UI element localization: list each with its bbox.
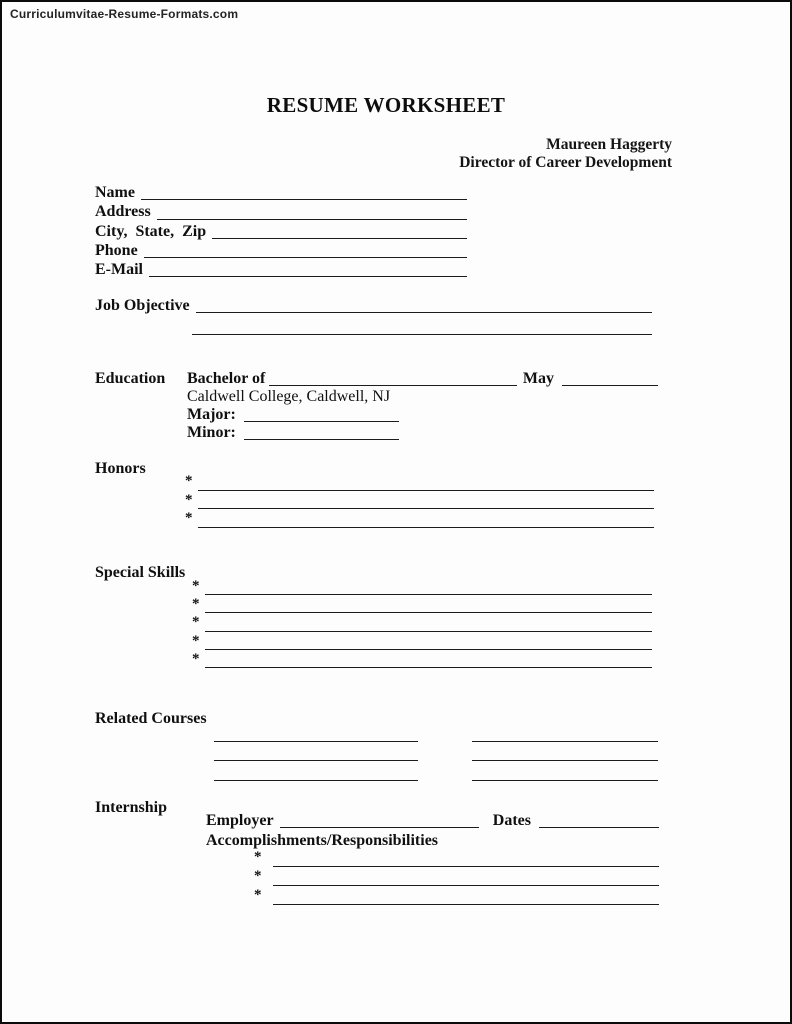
asterisk-bullet-icon: * — [185, 491, 193, 508]
author-role: Director of Career Development — [459, 154, 672, 171]
course-blank-line-right-1 — [472, 722, 658, 742]
special-skills-section — [95, 564, 652, 670]
city-state-zip-blank-line — [212, 222, 467, 239]
name-blank-line — [141, 183, 467, 200]
related-courses-label: Related Courses — [95, 710, 207, 727]
internship-label: Internship — [95, 799, 168, 816]
related-courses-right-column — [472, 722, 658, 781]
author-name: Maureen Haggerty — [546, 136, 672, 153]
author-block — [459, 136, 672, 172]
skill-item-row — [192, 652, 652, 670]
skill-item-row — [192, 579, 652, 597]
asterisk-bullet-icon: * — [192, 632, 200, 649]
degree-label: Bachelor of — [187, 370, 266, 387]
job-objective-label: Job Objective — [95, 297, 190, 314]
special-skills-list — [192, 564, 652, 670]
accomplishment-blank-line-2 — [273, 869, 659, 886]
phone-label: Phone — [95, 241, 138, 259]
course-blank-line-left-2 — [214, 742, 418, 762]
phone-blank-line — [144, 241, 467, 258]
email-blank-line — [149, 260, 467, 277]
education-label: Education — [95, 370, 166, 387]
dates-label: Dates — [492, 812, 531, 829]
degree-row — [187, 370, 658, 388]
minor-blank-line — [244, 424, 399, 440]
degree-blank-line — [269, 370, 517, 386]
watermark-site-name: Curriculumvitae-Resume-Formats.com — [10, 7, 239, 21]
phone-row — [95, 241, 467, 260]
special-skills-label: Special Skills — [95, 564, 186, 581]
accomplishments-list — [254, 850, 659, 907]
major-blank-line — [244, 406, 399, 422]
city-state-zip-label: City, State, Zip — [95, 222, 207, 240]
job-objective-blank-line-1 — [196, 297, 652, 313]
name-label: Name — [95, 184, 135, 201]
email-label: E-Mail — [95, 261, 143, 279]
major-row — [187, 406, 658, 424]
accomplishment-item-row — [254, 888, 659, 907]
internship-body — [206, 799, 659, 907]
name-row — [95, 183, 467, 202]
education-section — [95, 370, 658, 442]
asterisk-bullet-icon: * — [254, 868, 262, 884]
job-objective-section — [95, 297, 652, 335]
skill-item-row — [192, 615, 652, 633]
major-label: Major: — [187, 406, 236, 423]
job-objective-blank-line-2 — [192, 315, 652, 335]
asterisk-bullet-icon: * — [192, 650, 200, 667]
accomplishment-item-row — [254, 869, 659, 888]
employer-label: Employer — [206, 812, 274, 829]
honors-item-row — [185, 474, 654, 493]
accomplishment-blank-line-3 — [273, 888, 659, 905]
accomplishment-blank-line-1 — [273, 850, 659, 867]
internship-section — [95, 799, 659, 907]
personal-info-section — [95, 183, 467, 279]
asterisk-bullet-icon: * — [254, 887, 262, 903]
page-title: RESUME WORKSHEET — [266, 93, 506, 117]
email-row — [95, 260, 467, 279]
dates-blank-line — [539, 812, 659, 828]
asterisk-bullet-icon: * — [192, 596, 200, 613]
honors-item-row — [185, 511, 654, 530]
employer-blank-line — [280, 812, 479, 828]
address-row — [95, 202, 467, 221]
education-body — [187, 370, 658, 442]
asterisk-bullet-icon: * — [185, 473, 193, 489]
honors-blank-line-1 — [198, 474, 654, 491]
address-blank-line — [157, 202, 467, 219]
city-state-zip-row — [95, 222, 467, 241]
skill-blank-line-2 — [205, 597, 652, 613]
honors-blank-line-2 — [198, 493, 654, 510]
skill-item-row — [192, 634, 652, 652]
graduation-month-label: May — [522, 370, 554, 387]
course-blank-line-right-3 — [472, 761, 658, 781]
asterisk-bullet-icon: * — [192, 614, 200, 631]
honors-section — [95, 460, 654, 530]
school-name: Caldwell College, Caldwell, NJ — [187, 388, 391, 405]
related-courses-columns — [95, 722, 658, 781]
asterisk-bullet-icon: * — [185, 510, 193, 526]
asterisk-bullet-icon: * — [254, 849, 262, 865]
skill-blank-line-3 — [205, 615, 652, 631]
skill-blank-line-4 — [205, 634, 652, 650]
course-blank-line-left-1 — [214, 722, 418, 742]
skill-blank-line-5 — [205, 652, 652, 668]
accomplishments-label: Accomplishments/Responsibilities — [206, 832, 439, 849]
honors-blank-line-3 — [198, 511, 654, 528]
job-objective-row — [95, 297, 652, 315]
minor-label: Minor: — [187, 424, 236, 441]
honors-label: Honors — [95, 460, 146, 477]
skill-item-row — [192, 597, 652, 615]
employer-row — [206, 812, 659, 830]
related-courses-section — [95, 710, 658, 781]
course-blank-line-right-2 — [472, 742, 658, 762]
honors-item-row — [185, 493, 654, 512]
related-courses-left-column — [214, 722, 418, 781]
skill-blank-line-1 — [205, 579, 652, 595]
course-blank-line-left-3 — [214, 761, 418, 781]
graduation-blank-line — [562, 370, 658, 386]
address-label: Address — [95, 203, 151, 221]
accomplishment-item-row — [254, 850, 659, 869]
honors-list — [185, 460, 654, 530]
minor-row — [187, 424, 658, 442]
asterisk-bullet-icon: * — [192, 578, 200, 594]
